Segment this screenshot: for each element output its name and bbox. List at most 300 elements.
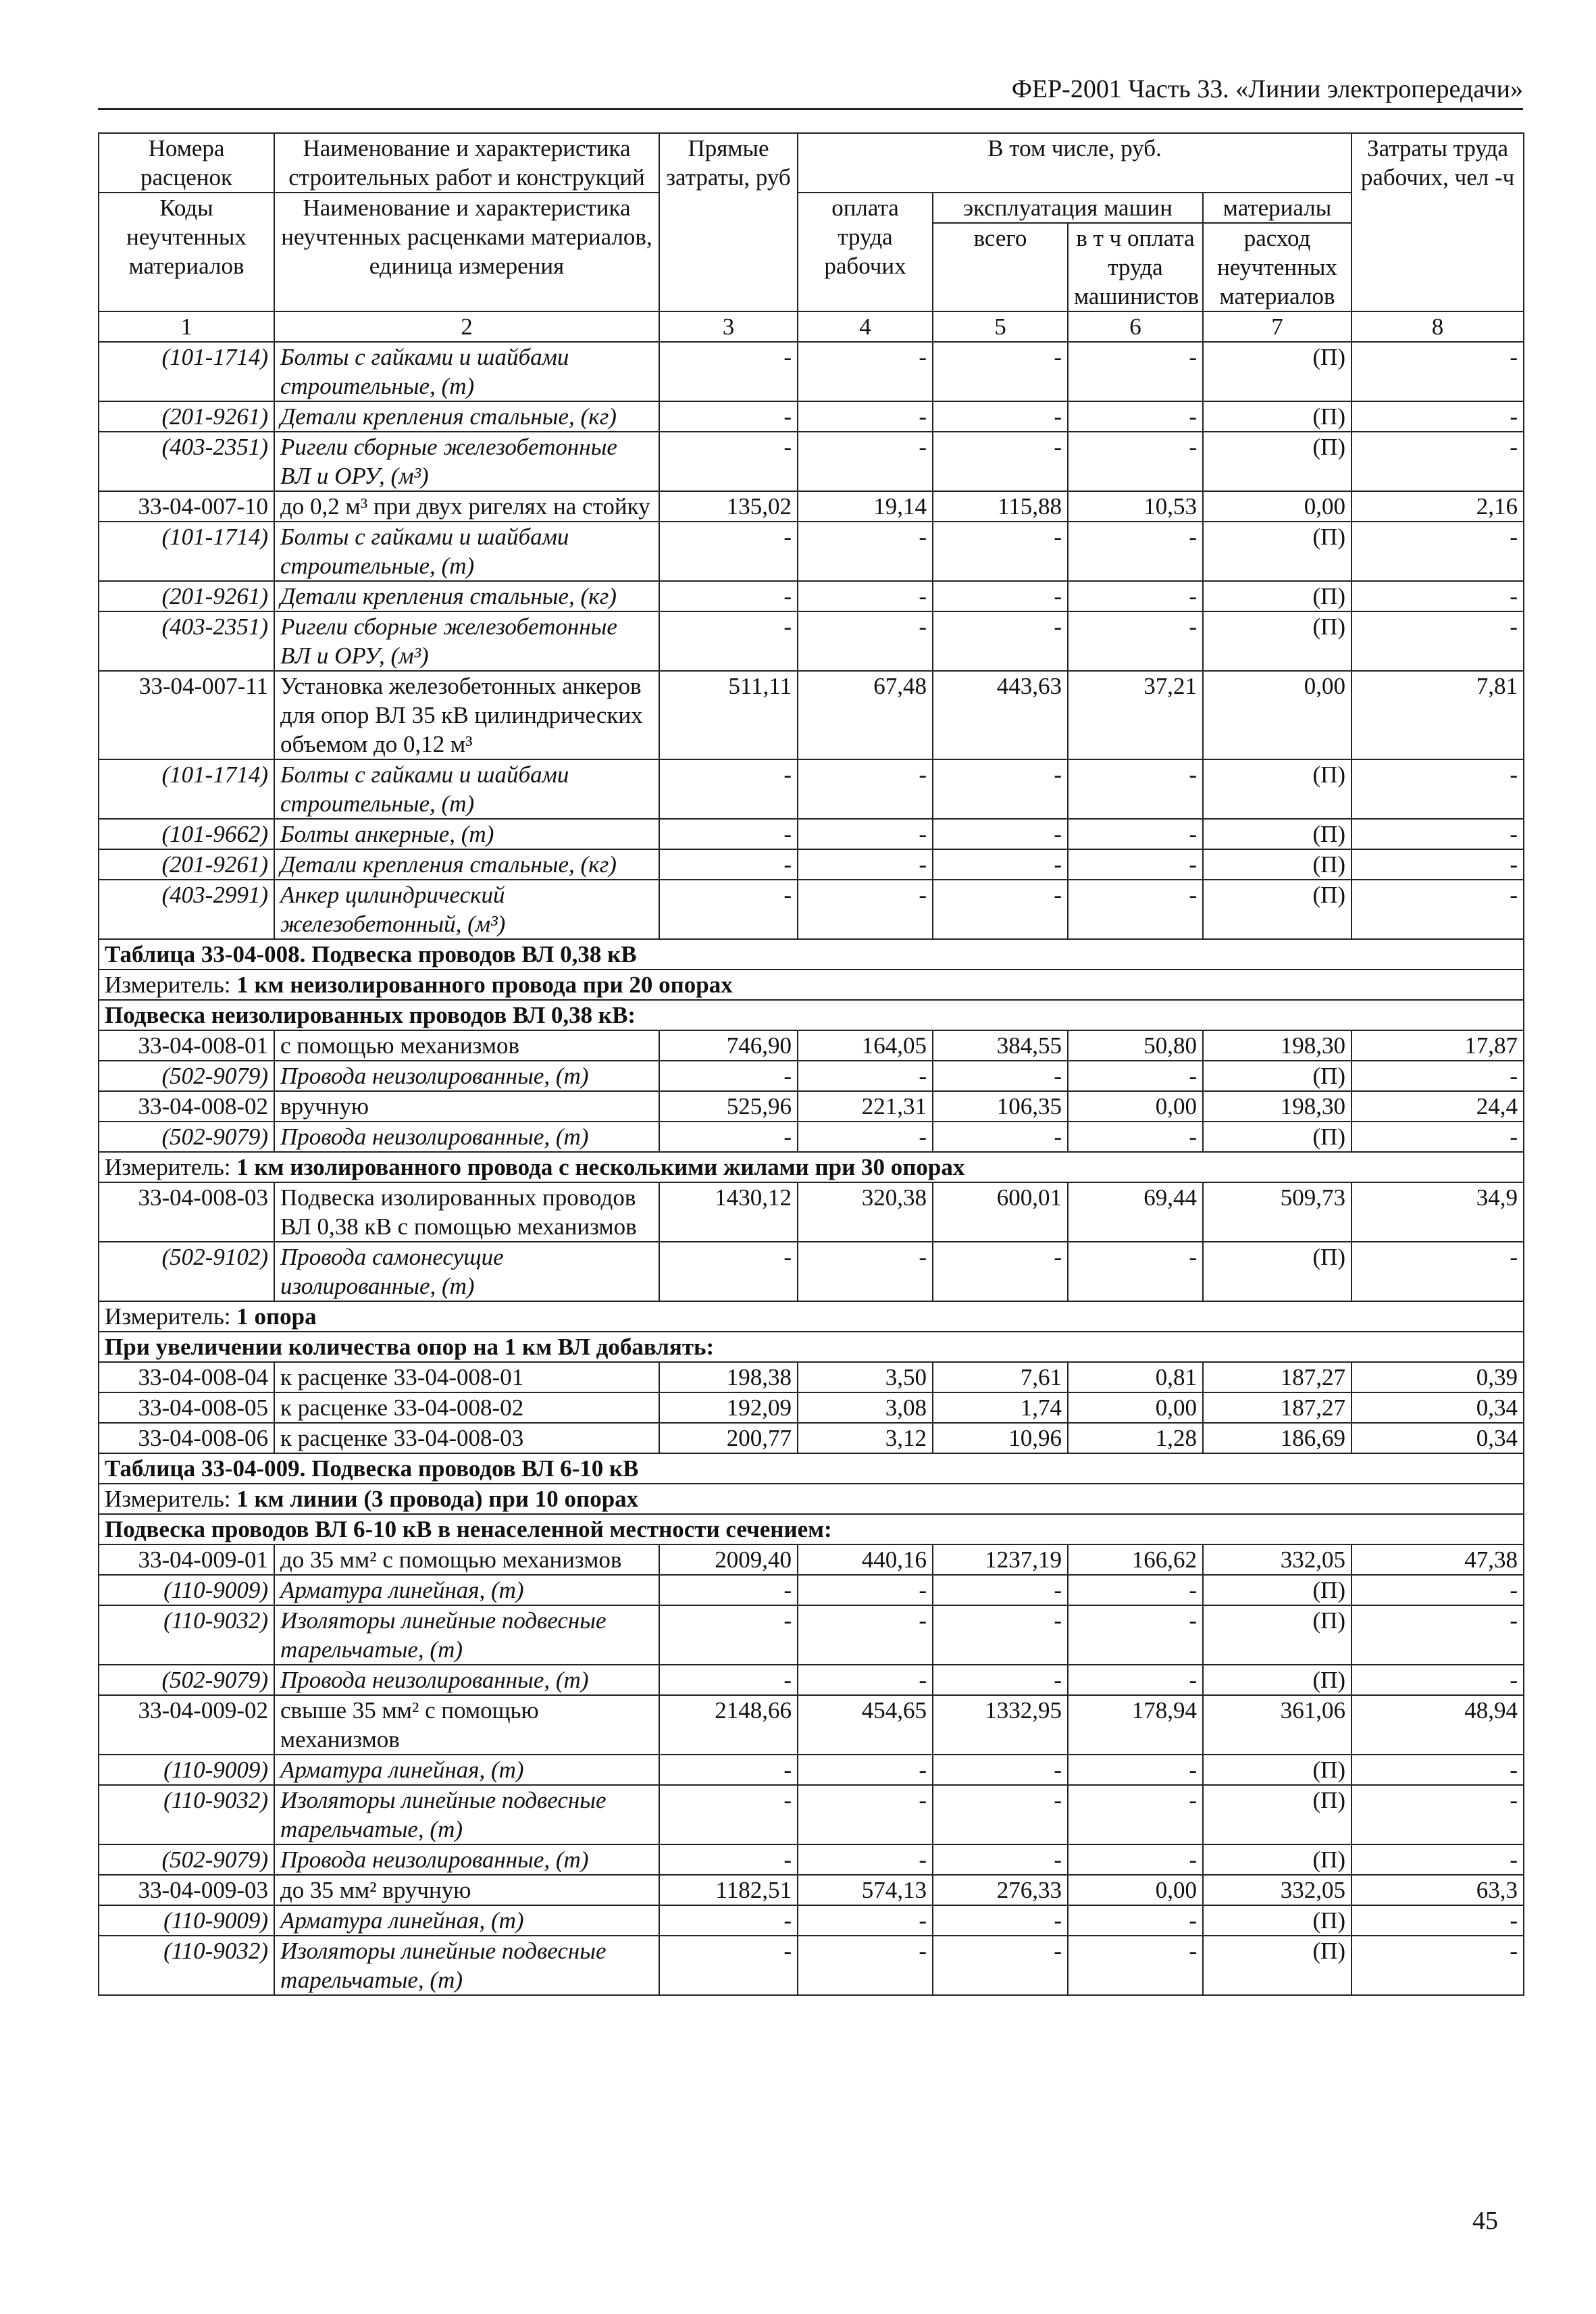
material-usage-cell: (П) <box>1203 1936 1352 1995</box>
labor-hours-cell: - <box>1352 611 1524 671</box>
measure-line <box>99 1152 1524 1182</box>
table-row <box>99 1061 1524 1091</box>
direct-cost-cell: 2148,66 <box>659 1695 798 1755</box>
material-usage-cell: (П) <box>1203 759 1352 819</box>
labor-hours-cell: - <box>1352 1605 1524 1665</box>
worker-pay-cell: - <box>798 1061 933 1091</box>
direct-cost-cell: - <box>659 1605 798 1665</box>
material-usage-cell: (П) <box>1203 581 1352 611</box>
work-name-cell: свыше 35 мм² с помощью механизмов <box>274 1695 659 1755</box>
measure-row <box>99 1484 1524 1514</box>
worker-pay-cell: 3,50 <box>798 1362 933 1392</box>
table-row <box>99 1544 1524 1575</box>
table-row <box>99 581 1524 611</box>
work-name-cell: Провода неизолированные, (т) <box>274 1122 659 1152</box>
worker-pay-cell: - <box>798 522 933 581</box>
rate-code-cell: 33-04-008-03 <box>99 1182 274 1242</box>
direct-cost-cell: 511,11 <box>659 671 798 759</box>
material-usage-cell: (П) <box>1203 1665 1352 1695</box>
material-usage-cell: 198,30 <box>1203 1091 1352 1122</box>
header-machines: эксплуатация машин <box>933 193 1203 223</box>
table-title: Таблица 33-04-008. Подвеска проводов ВЛ 0,38 кВ <box>99 939 1524 970</box>
rate-code-cell: 33-04-008-04 <box>99 1362 274 1392</box>
machines-total-cell: 7,61 <box>933 1362 1068 1392</box>
operator-pay-cell: 50,80 <box>1068 1030 1203 1061</box>
machines-total-cell: - <box>933 849 1068 880</box>
direct-cost-cell: - <box>659 1665 798 1695</box>
machines-total-cell: - <box>933 1905 1068 1936</box>
worker-pay-cell: - <box>798 1605 933 1665</box>
work-name-cell: Арматура линейная, (т) <box>274 1905 659 1936</box>
labor-hours-cell: 63,3 <box>1352 1875 1524 1905</box>
header-rate-numbers: Номера расценок <box>99 133 274 193</box>
operator-pay-cell: - <box>1068 611 1203 671</box>
rate-code-cell: (110-9032) <box>99 1785 274 1844</box>
worker-pay-cell: - <box>798 1905 933 1936</box>
operator-pay-cell: 0,00 <box>1068 1392 1203 1423</box>
subheading-row <box>99 1514 1524 1544</box>
worker-pay-cell: 3,12 <box>798 1423 933 1453</box>
machines-total-cell: - <box>933 342 1068 401</box>
machines-total-cell: - <box>933 1755 1068 1785</box>
machines-total-cell: - <box>933 880 1068 939</box>
rate-code-cell: (101-1714) <box>99 342 274 401</box>
rate-code-cell: (502-9079) <box>99 1665 274 1695</box>
direct-cost-cell: - <box>659 1122 798 1152</box>
direct-cost-cell: - <box>659 1785 798 1844</box>
direct-cost-cell: - <box>659 1844 798 1875</box>
measure-row <box>99 1301 1524 1332</box>
column-number: 2 <box>274 311 659 342</box>
direct-cost-cell: 525,96 <box>659 1091 798 1122</box>
worker-pay-cell: 164,05 <box>798 1030 933 1061</box>
table-row <box>99 611 1524 671</box>
direct-cost-cell: - <box>659 759 798 819</box>
direct-cost-cell: - <box>659 849 798 880</box>
labor-hours-cell: - <box>1352 1844 1524 1875</box>
direct-cost-cell: - <box>659 581 798 611</box>
header-material-usage: расход неучтенных материалов <box>1203 223 1352 311</box>
operator-pay-cell: 178,94 <box>1068 1695 1203 1755</box>
labor-hours-cell: 7,81 <box>1352 671 1524 759</box>
machines-total-cell: 115,88 <box>933 491 1068 522</box>
direct-cost-cell: 135,02 <box>659 491 798 522</box>
operator-pay-cell: - <box>1068 1905 1203 1936</box>
operator-pay-cell: - <box>1068 880 1203 939</box>
rate-code-cell: (403-2991) <box>99 880 274 939</box>
labor-hours-cell: - <box>1352 432 1524 491</box>
column-number: 7 <box>1203 311 1352 342</box>
measure-value: 1 опора <box>236 1303 317 1330</box>
table-row <box>99 1242 1524 1301</box>
header-material-codes: Коды неучтенных материалов <box>99 193 274 311</box>
table-row <box>99 1936 1524 1995</box>
material-usage-cell: (П) <box>1203 1605 1352 1665</box>
machines-total-cell: - <box>933 1665 1068 1695</box>
operator-pay-cell: - <box>1068 759 1203 819</box>
rate-code-cell: (110-9009) <box>99 1755 274 1785</box>
measure-prefix: Измеритель: <box>105 1154 231 1180</box>
work-name-cell: до 35 мм² с помощью механизмов <box>274 1544 659 1575</box>
operator-pay-cell: - <box>1068 342 1203 401</box>
header-work-name: Наименование и характеристика строительных работ и конструкций <box>274 133 659 193</box>
rate-code-cell: 33-04-008-05 <box>99 1392 274 1423</box>
rate-code-cell: (110-9032) <box>99 1605 274 1665</box>
labor-hours-cell: 0,34 <box>1352 1392 1524 1423</box>
worker-pay-cell: - <box>798 1785 933 1844</box>
rate-code-cell: (101-9662) <box>99 819 274 849</box>
rate-code-cell: (201-9261) <box>99 849 274 880</box>
material-usage-cell: 187,27 <box>1203 1362 1352 1392</box>
table-row <box>99 1030 1524 1061</box>
labor-hours-cell: - <box>1352 880 1524 939</box>
material-usage-cell: 0,00 <box>1203 491 1352 522</box>
labor-hours-cell: - <box>1352 522 1524 581</box>
worker-pay-cell: - <box>798 1844 933 1875</box>
column-number: 5 <box>933 311 1068 342</box>
labor-hours-cell: 17,87 <box>1352 1030 1524 1061</box>
worker-pay-cell: - <box>798 1665 933 1695</box>
rate-code-cell: 33-04-009-03 <box>99 1875 274 1905</box>
work-name-cell: Арматура линейная, (т) <box>274 1575 659 1605</box>
operator-pay-cell: - <box>1068 1122 1203 1152</box>
operator-pay-cell: - <box>1068 849 1203 880</box>
work-name-cell: Изоляторы линейные подвесные тарельчатые, (т) <box>274 1785 659 1844</box>
worker-pay-cell: - <box>798 849 933 880</box>
direct-cost-cell: - <box>659 342 798 401</box>
work-name-cell: к расценке 33-04-008-01 <box>274 1362 659 1392</box>
rate-code-cell: (110-9009) <box>99 1575 274 1605</box>
labor-hours-cell: - <box>1352 1936 1524 1995</box>
header-operator-pay: в т ч оплата труда машинистов <box>1068 223 1203 311</box>
measure-line <box>99 1484 1524 1514</box>
machines-total-cell: - <box>933 1785 1068 1844</box>
worker-pay-cell: 574,13 <box>798 1875 933 1905</box>
work-name-cell: Ригели сборные железобетонные ВЛ и ОРУ, (м³) <box>274 611 659 671</box>
material-usage-cell: (П) <box>1203 819 1352 849</box>
material-usage-cell: 186,69 <box>1203 1423 1352 1453</box>
material-usage-cell: (П) <box>1203 1122 1352 1152</box>
rate-code-cell: (502-9079) <box>99 1844 274 1875</box>
direct-cost-cell: 1430,12 <box>659 1182 798 1242</box>
labor-hours-cell: - <box>1352 1785 1524 1844</box>
machines-total-cell: 1237,19 <box>933 1544 1068 1575</box>
machines-total-cell: - <box>933 611 1068 671</box>
labor-hours-cell: - <box>1352 849 1524 880</box>
rate-code-cell: 33-04-008-06 <box>99 1423 274 1453</box>
rate-code-cell: (502-9079) <box>99 1122 274 1152</box>
machines-total-cell: - <box>933 522 1068 581</box>
operator-pay-cell: - <box>1068 1242 1203 1301</box>
direct-cost-cell: - <box>659 1242 798 1301</box>
material-usage-cell: (П) <box>1203 1905 1352 1936</box>
column-number: 1 <box>99 311 274 342</box>
measure-prefix: Измеритель: <box>105 1486 231 1512</box>
worker-pay-cell: - <box>798 819 933 849</box>
worker-pay-cell: - <box>798 581 933 611</box>
operator-pay-cell: 1,28 <box>1068 1423 1203 1453</box>
material-usage-cell: (П) <box>1203 1242 1352 1301</box>
labor-hours-cell: - <box>1352 1122 1524 1152</box>
table-row <box>99 1091 1524 1122</box>
material-usage-cell: (П) <box>1203 432 1352 491</box>
operator-pay-cell: 166,62 <box>1068 1544 1203 1575</box>
rate-code-cell: 33-04-009-01 <box>99 1544 274 1575</box>
direct-cost-cell: 198,38 <box>659 1362 798 1392</box>
material-usage-cell: (П) <box>1203 401 1352 432</box>
rate-code-cell: (101-1714) <box>99 759 274 819</box>
table-row <box>99 1875 1524 1905</box>
work-name-cell: до 0,2 м³ при двух ригелях на стойку <box>274 491 659 522</box>
direct-cost-cell: - <box>659 819 798 849</box>
worker-pay-cell: - <box>798 1122 933 1152</box>
header-materials: материалы <box>1203 193 1352 223</box>
operator-pay-cell: - <box>1068 401 1203 432</box>
work-name-cell: Детали крепления стальные, (кг) <box>274 401 659 432</box>
labor-hours-cell: - <box>1352 819 1524 849</box>
direct-cost-cell: - <box>659 1936 798 1995</box>
rate-code-cell: (201-9261) <box>99 401 274 432</box>
work-name-cell: Детали крепления стальные, (кг) <box>274 849 659 880</box>
operator-pay-cell: - <box>1068 1575 1203 1605</box>
work-name-cell: Провода неизолированные, (т) <box>274 1844 659 1875</box>
labor-hours-cell: - <box>1352 759 1524 819</box>
labor-hours-cell: - <box>1352 401 1524 432</box>
operator-pay-cell: 69,44 <box>1068 1182 1203 1242</box>
table-row <box>99 1122 1524 1152</box>
material-usage-cell: (П) <box>1203 611 1352 671</box>
material-usage-cell: (П) <box>1203 522 1352 581</box>
machines-total-cell: 10,96 <box>933 1423 1068 1453</box>
operator-pay-cell: - <box>1068 1844 1203 1875</box>
machines-total-cell: 384,55 <box>933 1030 1068 1061</box>
table-row <box>99 1423 1524 1453</box>
operator-pay-cell: - <box>1068 432 1203 491</box>
machines-total-cell: - <box>933 819 1068 849</box>
worker-pay-cell: 320,38 <box>798 1182 933 1242</box>
work-name-cell: Провода неизолированные, (т) <box>274 1061 659 1091</box>
table-row <box>99 401 1524 432</box>
direct-cost-cell: - <box>659 611 798 671</box>
table-title-row <box>99 1453 1524 1484</box>
direct-cost-cell: - <box>659 1575 798 1605</box>
direct-cost-cell: - <box>659 880 798 939</box>
rate-code-cell: 33-04-008-02 <box>99 1091 274 1122</box>
labor-hours-cell: - <box>1352 1905 1524 1936</box>
header-row-2 <box>99 193 1524 223</box>
column-number: 4 <box>798 311 933 342</box>
worker-pay-cell: 19,14 <box>798 491 933 522</box>
page-header: ФЕР-2001 Часть 33. «Линии электропередачи» <box>98 76 1523 110</box>
labor-hours-cell: - <box>1352 342 1524 401</box>
rate-code-cell: (110-9032) <box>99 1936 274 1995</box>
operator-pay-cell: 37,21 <box>1068 671 1203 759</box>
material-usage-cell: 0,00 <box>1203 671 1352 759</box>
rate-code-cell: 33-04-007-11 <box>99 671 274 759</box>
operator-pay-cell: - <box>1068 1755 1203 1785</box>
operator-pay-cell: 10,53 <box>1068 491 1203 522</box>
work-name-cell: Анкер цилиндрический железобетонный, (м³) <box>274 880 659 939</box>
work-name-cell: Установка железобетонных анкеров для опор ВЛ 35 кВ цилиндрических объемом до 0,12 м³ <box>274 671 659 759</box>
operator-pay-cell: - <box>1068 1936 1203 1995</box>
machines-total-cell: - <box>933 432 1068 491</box>
subheading: При увеличении количества опор на 1 км ВЛ добавлять: <box>99 1332 1524 1362</box>
work-name-cell: к расценке 33-04-008-02 <box>274 1392 659 1423</box>
operator-pay-cell: - <box>1068 819 1203 849</box>
direct-cost-cell: - <box>659 1755 798 1785</box>
worker-pay-cell: - <box>798 611 933 671</box>
material-usage-cell: 332,05 <box>1203 1544 1352 1575</box>
direct-cost-cell: 2009,40 <box>659 1544 798 1575</box>
machines-total-cell: 106,35 <box>933 1091 1068 1122</box>
table-row <box>99 1362 1524 1392</box>
table-row <box>99 849 1524 880</box>
machines-total-cell: - <box>933 1844 1068 1875</box>
operator-pay-cell: - <box>1068 522 1203 581</box>
table-row <box>99 671 1524 759</box>
worker-pay-cell: 454,65 <box>798 1695 933 1755</box>
header-including: В том числе, руб. <box>798 133 1352 193</box>
direct-cost-cell: 200,77 <box>659 1423 798 1453</box>
direct-cost-cell: - <box>659 1905 798 1936</box>
work-name-cell: до 35 мм² вручную <box>274 1875 659 1905</box>
table-row <box>99 342 1524 401</box>
rate-code-cell: 33-04-007-10 <box>99 491 274 522</box>
table-row <box>99 1844 1524 1875</box>
subheading: Подвеска проводов ВЛ 6-10 кВ в ненаселенной местности сечением: <box>99 1514 1524 1544</box>
table-row <box>99 1182 1524 1242</box>
material-usage-cell: (П) <box>1203 1575 1352 1605</box>
worker-pay-cell: - <box>798 432 933 491</box>
measure-line <box>99 970 1524 1000</box>
machines-total-cell: 600,01 <box>933 1182 1068 1242</box>
table-row <box>99 1905 1524 1936</box>
column-number: 3 <box>659 311 798 342</box>
worker-pay-cell: - <box>798 342 933 401</box>
work-name-cell: Арматура линейная, (т) <box>274 1755 659 1785</box>
table-row <box>99 819 1524 849</box>
work-name-cell: Болты с гайками и шайбами строительные, (т) <box>274 522 659 581</box>
machines-total-cell: - <box>933 759 1068 819</box>
table-row <box>99 432 1524 491</box>
labor-hours-cell: - <box>1352 1755 1524 1785</box>
machines-total-cell: - <box>933 1122 1068 1152</box>
direct-cost-cell: 746,90 <box>659 1030 798 1061</box>
worker-pay-cell: 440,16 <box>798 1544 933 1575</box>
header-material-name: Наименование и характеристика неучтенных расценками материалов, единица измерения <box>274 193 659 311</box>
worker-pay-cell: - <box>798 1755 933 1785</box>
work-name-cell: Провода самонесущие изолированные, (т) <box>274 1242 659 1301</box>
table-row <box>99 759 1524 819</box>
measure-value: 1 км линии (3 провода) при 10 опорах <box>236 1486 639 1512</box>
operator-pay-cell: 0,00 <box>1068 1875 1203 1905</box>
work-name-cell: вручную <box>274 1091 659 1122</box>
labor-hours-cell: - <box>1352 1575 1524 1605</box>
operator-pay-cell: - <box>1068 1061 1203 1091</box>
table-row <box>99 1392 1524 1423</box>
rate-code-cell: 33-04-008-01 <box>99 1030 274 1061</box>
operator-pay-cell: - <box>1068 1605 1203 1665</box>
table-row <box>99 1605 1524 1665</box>
worker-pay-cell: - <box>798 1936 933 1995</box>
table-row <box>99 1575 1524 1605</box>
header-direct-costs: Прямые затраты, руб <box>659 133 798 311</box>
table-row <box>99 880 1524 939</box>
labor-hours-cell: 48,94 <box>1352 1695 1524 1755</box>
subheading-row <box>99 1000 1524 1030</box>
work-name-cell: Провода неизолированные, (т) <box>274 1665 659 1695</box>
table-title: Таблица 33-04-009. Подвеска проводов ВЛ 6-10 кВ <box>99 1453 1524 1484</box>
direct-cost-cell: - <box>659 522 798 581</box>
labor-hours-cell: - <box>1352 1665 1524 1695</box>
table-row <box>99 1665 1524 1695</box>
operator-pay-cell: - <box>1068 1785 1203 1844</box>
measure-line <box>99 1301 1524 1332</box>
direct-cost-cell: - <box>659 432 798 491</box>
machines-total-cell: - <box>933 581 1068 611</box>
work-name-cell: к расценке 33-04-008-03 <box>274 1423 659 1453</box>
labor-hours-cell: 34,9 <box>1352 1182 1524 1242</box>
header-row-1 <box>99 133 1524 193</box>
material-usage-cell: 198,30 <box>1203 1030 1352 1061</box>
operator-pay-cell: 0,81 <box>1068 1362 1203 1392</box>
machines-total-cell: - <box>933 1936 1068 1995</box>
rate-code-cell: (101-1714) <box>99 522 274 581</box>
material-usage-cell: 361,06 <box>1203 1695 1352 1755</box>
machines-total-cell: - <box>933 1605 1068 1665</box>
machines-total-cell: - <box>933 1575 1068 1605</box>
direct-cost-cell: 192,09 <box>659 1392 798 1423</box>
worker-pay-cell: - <box>798 759 933 819</box>
machines-total-cell: - <box>933 1061 1068 1091</box>
rate-code-cell: (502-9079) <box>99 1061 274 1091</box>
table-row <box>99 522 1524 581</box>
operator-pay-cell: - <box>1068 1665 1203 1695</box>
labor-hours-cell: - <box>1352 581 1524 611</box>
machines-total-cell: - <box>933 401 1068 432</box>
rate-code-cell: (110-9009) <box>99 1905 274 1936</box>
operator-pay-cell: - <box>1068 581 1203 611</box>
table-row <box>99 491 1524 522</box>
column-number: 6 <box>1068 311 1203 342</box>
table-row <box>99 1755 1524 1785</box>
labor-hours-cell: - <box>1352 1242 1524 1301</box>
direct-cost-cell: - <box>659 401 798 432</box>
work-name-cell: Болты с гайками и шайбами строительные, (т) <box>274 342 659 401</box>
column-numbers-row <box>99 311 1524 342</box>
rates-table <box>98 132 1524 1996</box>
table-row <box>99 1785 1524 1844</box>
measure-prefix: Измеритель: <box>105 1303 231 1330</box>
column-number: 8 <box>1352 311 1524 342</box>
labor-hours-cell: 0,34 <box>1352 1423 1524 1453</box>
worker-pay-cell: 221,31 <box>798 1091 933 1122</box>
measure-row <box>99 970 1524 1000</box>
header-worker-pay: оплата труда рабочих <box>798 193 933 311</box>
labor-hours-cell: 47,38 <box>1352 1544 1524 1575</box>
labor-hours-cell: 2,16 <box>1352 491 1524 522</box>
table-title-row <box>99 939 1524 970</box>
worker-pay-cell: - <box>798 1575 933 1605</box>
work-name-cell: Подвеска изолированных проводов ВЛ 0,38 кВ с помощью механизмов <box>274 1182 659 1242</box>
operator-pay-cell: 0,00 <box>1068 1091 1203 1122</box>
header-machines-total: всего <box>933 223 1068 311</box>
material-usage-cell: (П) <box>1203 849 1352 880</box>
worker-pay-cell: - <box>798 401 933 432</box>
header-labor-hours: Затраты труда рабочих, чел -ч <box>1352 133 1524 311</box>
work-name-cell: Изоляторы линейные подвесные тарельчатые, (т) <box>274 1936 659 1995</box>
rate-code-cell: (403-2351) <box>99 432 274 491</box>
